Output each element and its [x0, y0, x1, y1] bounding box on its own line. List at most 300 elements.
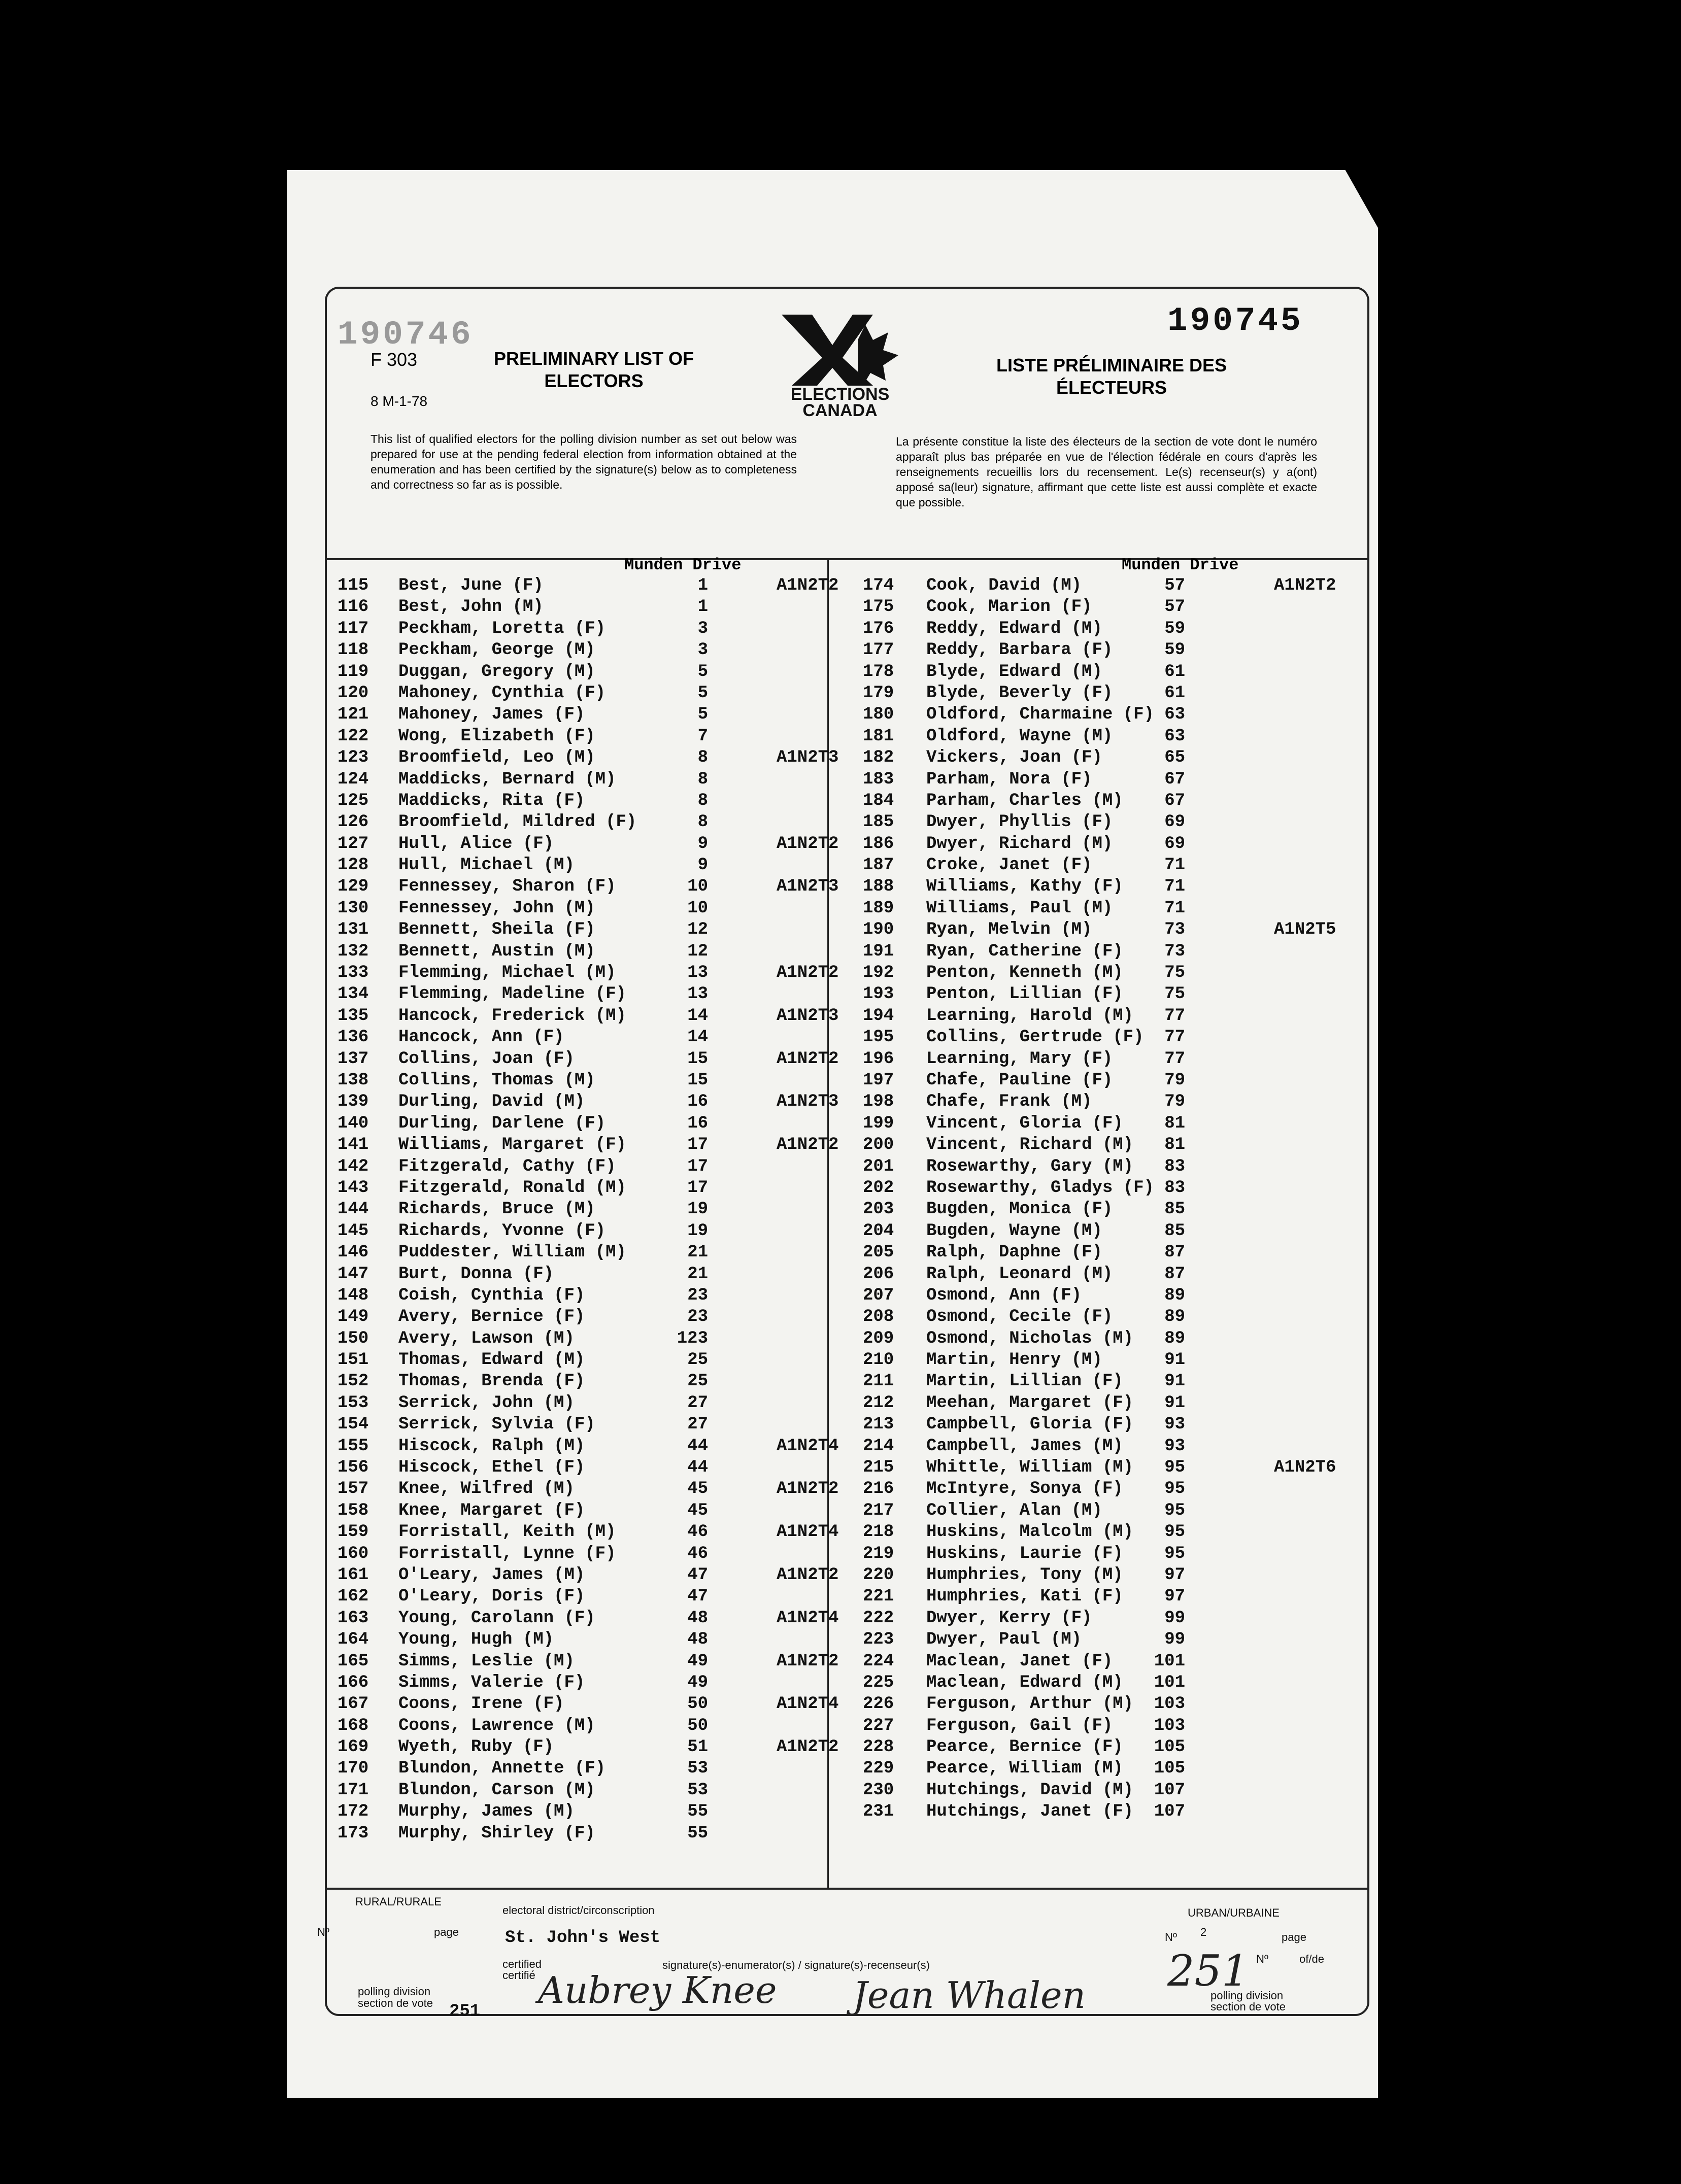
- elector-row: [863, 619, 1365, 640]
- elector-address: 79: [1164, 1092, 1185, 1112]
- elector-number: 121: [338, 705, 369, 725]
- elector-number: 166: [338, 1673, 369, 1692]
- elector-name: Maddicks, Bernard (M): [398, 769, 616, 789]
- elector-address: 14: [687, 1006, 708, 1026]
- elector-address: 49: [687, 1673, 708, 1692]
- urban-no-label: Nº: [1165, 1931, 1177, 1943]
- elector-row: [338, 770, 820, 791]
- elector-address: 99: [1164, 1608, 1185, 1628]
- elector-name: Hutchings, Janet (F): [926, 1802, 1134, 1822]
- elector-name: Blundon, Carson (M): [398, 1780, 595, 1800]
- elector-number: 210: [863, 1350, 894, 1370]
- elector-address: 46: [687, 1544, 708, 1563]
- elector-row: [338, 619, 820, 640]
- elector-name: Hiscock, Ralph (M): [398, 1436, 585, 1456]
- title-en-line-1: PRELIMINARY LIST OF: [493, 348, 694, 369]
- title-fr-line-1: LISTE PRÉLIMINAIRE DES: [996, 355, 1227, 376]
- elector-name: Broomfield, Mildred (F): [398, 812, 637, 832]
- elector-name: Cook, Marion (F): [926, 597, 1092, 617]
- elector-number: 178: [863, 662, 894, 681]
- elector-number: 180: [863, 705, 894, 725]
- elector-number: 122: [338, 726, 369, 746]
- elector-number: 229: [863, 1759, 894, 1779]
- elector-address: 101: [1154, 1673, 1185, 1692]
- elector-name: Hiscock, Ethel (F): [398, 1458, 585, 1478]
- elector-name: Osmond, Ann (F): [926, 1285, 1082, 1305]
- elector-address: 16: [687, 1113, 708, 1133]
- elector-name: Coons, Irene (F): [398, 1694, 564, 1714]
- elector-address: 17: [687, 1178, 708, 1198]
- elector-name: Duggan, Gregory (M): [398, 662, 595, 681]
- elector-number: 147: [338, 1264, 369, 1284]
- elector-number: 203: [863, 1200, 894, 1219]
- elector-address: 59: [1164, 619, 1185, 638]
- elector-number: 211: [863, 1372, 894, 1391]
- elector-row: [338, 877, 839, 898]
- elector-row: [338, 1049, 839, 1071]
- elector-row: [338, 1157, 820, 1178]
- elector-number: 217: [863, 1500, 894, 1520]
- elector-name: Reddy, Barbara (F): [926, 640, 1113, 660]
- elector-number: 171: [338, 1780, 369, 1800]
- elector-address: 89: [1164, 1307, 1185, 1327]
- elector-row: [863, 1265, 1365, 1286]
- elector-name: Croke, Janet (F): [926, 856, 1092, 875]
- elector-row: [863, 1221, 1365, 1243]
- elector-address: 69: [1164, 834, 1185, 854]
- elector-postal-code: A1N2T3: [777, 748, 839, 768]
- certified-label-2: certifié: [502, 1969, 535, 1982]
- elector-address: 87: [1164, 1243, 1185, 1262]
- elector-row: [863, 727, 1365, 748]
- elector-address: 13: [687, 984, 708, 1004]
- elector-row: [338, 1630, 820, 1651]
- elector-name: Fitzgerald, Ronald (M): [398, 1178, 626, 1198]
- elector-row: [338, 1759, 820, 1780]
- elector-row: [863, 576, 1365, 597]
- elector-number: 158: [338, 1500, 369, 1520]
- elector-row: [863, 1307, 1365, 1328]
- elector-name: Collins, Thomas (M): [398, 1070, 595, 1090]
- elector-row: [338, 662, 820, 684]
- polling-label-left-1: polling division: [358, 1985, 431, 1998]
- elector-row: [863, 1071, 1365, 1092]
- elector-postal-code: A1N2T2: [777, 963, 839, 983]
- elector-address: 55: [687, 1802, 708, 1822]
- elector-number: 125: [338, 791, 369, 810]
- elector-row: [863, 1479, 1365, 1500]
- elector-number: 143: [338, 1178, 369, 1198]
- polling-value-right-handwritten: 251: [1167, 1946, 1249, 1996]
- elector-number: 167: [338, 1694, 369, 1714]
- urban-no-label-2: Nº: [1256, 1953, 1268, 1965]
- elector-address: 5: [697, 683, 708, 703]
- elector-name: Broomfield, Leo (M): [398, 748, 595, 768]
- elector-row: [863, 1329, 1365, 1350]
- elector-address: 77: [1164, 1049, 1185, 1069]
- elector-row: [863, 1630, 1365, 1651]
- elector-number: 194: [863, 1006, 894, 1026]
- elector-address: 97: [1164, 1565, 1185, 1585]
- elector-row: [338, 1372, 820, 1393]
- elector-name: Hancock, Ann (F): [398, 1028, 564, 1047]
- elector-address: 67: [1164, 791, 1185, 810]
- elector-row: [863, 1049, 1365, 1071]
- elector-number: 133: [338, 963, 369, 983]
- elector-name: Wyeth, Ruby (F): [398, 1737, 554, 1757]
- elector-address: 27: [687, 1415, 708, 1435]
- elector-row: [863, 1565, 1365, 1587]
- elector-address: 61: [1164, 683, 1185, 703]
- elector-address: 1: [697, 576, 708, 595]
- elector-name: Learning, Mary (F): [926, 1049, 1113, 1069]
- district-label: electoral district/circonscription: [502, 1904, 655, 1917]
- elector-name: Knee, Margaret (F): [398, 1500, 585, 1520]
- elector-number: 183: [863, 769, 894, 789]
- elector-postal-code: A1N2T2: [777, 834, 839, 854]
- elector-row: [863, 1694, 1365, 1716]
- elector-address: 16: [687, 1092, 708, 1112]
- elector-address: 45: [687, 1500, 708, 1520]
- elector-row: [863, 1006, 1365, 1028]
- elector-name: Williams, Kathy (F): [926, 877, 1123, 897]
- elector-name: Bennett, Austin (M): [398, 941, 595, 961]
- elector-number: 126: [338, 812, 369, 832]
- elector-postal-code: A1N2T2: [777, 1135, 839, 1155]
- elector-address: 63: [1164, 726, 1185, 746]
- elector-row: [863, 1609, 1365, 1630]
- elector-number: 135: [338, 1006, 369, 1026]
- elector-address: 93: [1164, 1415, 1185, 1435]
- elector-number: 188: [863, 877, 894, 897]
- certified-label-1: certified: [502, 1958, 542, 1970]
- elector-name: Huskins, Laurie (F): [926, 1544, 1123, 1563]
- district-value: St. John's West: [505, 1928, 661, 1948]
- elector-name: Dwyer, Richard (M): [926, 834, 1113, 854]
- title-en-line-2: ELECTORS: [544, 370, 644, 391]
- elector-name: Blyde, Beverly (F): [926, 683, 1113, 703]
- elector-number: 139: [338, 1092, 369, 1112]
- elector-row: [863, 1759, 1365, 1780]
- elector-row: [338, 1028, 820, 1049]
- elector-number: 201: [863, 1156, 894, 1176]
- elector-number: 207: [863, 1285, 894, 1305]
- elector-address: 85: [1164, 1221, 1185, 1241]
- elector-address: 91: [1164, 1372, 1185, 1391]
- elector-address: 12: [687, 920, 708, 940]
- footer-divider: [325, 1888, 1367, 1890]
- right-street-heading: Munden Drive: [1122, 556, 1239, 574]
- elector-name: Ferguson, Gail (F): [926, 1716, 1113, 1735]
- elector-address: 87: [1164, 1264, 1185, 1284]
- elector-address: 95: [1164, 1479, 1185, 1499]
- elector-address: 75: [1164, 963, 1185, 983]
- elector-address: 123: [677, 1328, 708, 1348]
- elector-number: 173: [338, 1823, 369, 1843]
- elector-postal-code: A1N2T3: [777, 1092, 839, 1112]
- polling-label-right-2: section de vote: [1211, 2000, 1286, 2013]
- elector-row: [863, 1372, 1365, 1393]
- elector-number: 164: [338, 1630, 369, 1650]
- elector-number: 190: [863, 920, 894, 940]
- elector-address: 95: [1164, 1544, 1185, 1563]
- elector-row: [338, 1737, 839, 1759]
- elector-name: Dwyer, Kerry (F): [926, 1608, 1092, 1628]
- elector-number: 228: [863, 1737, 894, 1757]
- elector-row: [338, 1587, 820, 1608]
- elector-name: Young, Carolann (F): [398, 1608, 595, 1628]
- elector-row: [863, 1737, 1365, 1759]
- elector-address: 49: [687, 1651, 708, 1671]
- elector-name: Burt, Donna (F): [398, 1264, 554, 1284]
- logo-text-1: ELECTIONS: [790, 385, 890, 404]
- elector-row: [338, 856, 820, 877]
- elector-number: 141: [338, 1135, 369, 1155]
- elector-name: Dwyer, Phyllis (F): [926, 812, 1113, 832]
- elector-row: [863, 1437, 1365, 1458]
- elector-row: [338, 834, 839, 856]
- elector-number: 197: [863, 1070, 894, 1090]
- elector-number: 132: [338, 941, 369, 961]
- elector-number: 168: [338, 1716, 369, 1735]
- elector-address: 53: [687, 1759, 708, 1779]
- urban-of-label: of/de: [1299, 1953, 1324, 1965]
- elector-postal-code: A1N2T2: [777, 1479, 839, 1499]
- elector-name: Hull, Alice (F): [398, 834, 554, 854]
- elector-address: 19: [687, 1200, 708, 1219]
- elector-number: 151: [338, 1350, 369, 1370]
- elector-name: Best, June (F): [398, 576, 544, 595]
- elector-name: Bennett, Sheila (F): [398, 920, 595, 940]
- elector-number: 175: [863, 597, 894, 617]
- elector-row: [338, 1006, 839, 1028]
- elector-number: 157: [338, 1479, 369, 1499]
- elector-address: 103: [1154, 1716, 1185, 1735]
- elector-address: 77: [1164, 1028, 1185, 1047]
- elector-address: 77: [1164, 1006, 1185, 1026]
- elector-name: Martin, Lillian (F): [926, 1372, 1123, 1391]
- elector-name: Best, John (M): [398, 597, 544, 617]
- elector-number: 224: [863, 1651, 894, 1671]
- elector-address: 57: [1164, 576, 1185, 595]
- rural-label: RURAL/RURALE: [355, 1895, 442, 1908]
- elector-postal-code: A1N2T2: [777, 1049, 839, 1069]
- elector-address: 12: [687, 941, 708, 961]
- intro-french: La présente constitue la liste des électeurs de la section de vote dont le numéro apparaît plus bas préparée en vue de l'élection fédérale en cours d'après les renseignements recueillis lors du recensement. Le(s) recenseur(s) y a(ont) apposé sa(leur) signature, affirmant que cette liste est aussi complète et exacte que possible.: [896, 435, 1317, 509]
- elector-row: [338, 984, 820, 1006]
- elector-row: [863, 963, 1365, 984]
- elector-address: 5: [697, 662, 708, 681]
- left-street-heading: Munden Drive: [624, 556, 742, 574]
- elector-postal-code: A1N2T2: [777, 1565, 839, 1585]
- elector-name: Williams, Margaret (F): [398, 1135, 626, 1155]
- elector-name: Avery, Bernice (F): [398, 1307, 585, 1327]
- elector-address: 19: [687, 1221, 708, 1241]
- elector-number: 130: [338, 898, 369, 918]
- elector-name: Maclean, Janet (F): [926, 1651, 1113, 1671]
- elector-row: [863, 1544, 1365, 1565]
- elector-number: 138: [338, 1070, 369, 1090]
- elector-row: [338, 1393, 820, 1415]
- elector-address: 83: [1164, 1178, 1185, 1198]
- enumerator-signature-1: Aubrey Knee: [538, 1969, 777, 2011]
- elector-address: 44: [687, 1436, 708, 1456]
- elector-row: [338, 1265, 820, 1286]
- elector-number: 214: [863, 1436, 894, 1456]
- elector-number: 186: [863, 834, 894, 854]
- logo-text-2: CANADA: [802, 401, 878, 420]
- elector-number: 136: [338, 1028, 369, 1047]
- elector-row: [338, 1565, 839, 1587]
- elector-name: Serrick, John (M): [398, 1393, 575, 1413]
- elector-name: Durling, Darlene (F): [398, 1113, 606, 1133]
- elector-row: [338, 1329, 820, 1350]
- elector-name: Coons, Lawrence (M): [398, 1716, 595, 1735]
- elector-address: 107: [1154, 1802, 1185, 1822]
- elector-name: Cook, David (M): [926, 576, 1082, 595]
- elector-address: 8: [697, 812, 708, 832]
- elector-address: 73: [1164, 920, 1185, 940]
- elector-name: Hutchings, David (M): [926, 1780, 1134, 1800]
- serial-number-faded: 190746: [338, 316, 474, 354]
- elector-row: [338, 1458, 820, 1479]
- elector-name: Rosewarthy, Gladys (F): [926, 1178, 1154, 1198]
- elector-name: Learning, Harold (M): [926, 1006, 1134, 1026]
- elector-address: 21: [687, 1243, 708, 1262]
- elector-row: [338, 1350, 820, 1372]
- elector-postal-code: A1N2T3: [777, 877, 839, 897]
- elector-number: 137: [338, 1049, 369, 1069]
- elector-name: Thomas, Brenda (F): [398, 1372, 585, 1391]
- elector-number: 118: [338, 640, 369, 660]
- elector-name: Collins, Joan (F): [398, 1049, 575, 1069]
- elector-number: 226: [863, 1694, 894, 1714]
- elector-name: O'Leary, Doris (F): [398, 1587, 585, 1607]
- elector-number: 222: [863, 1608, 894, 1628]
- elector-address: 67: [1164, 769, 1185, 789]
- elector-name: Collins, Gertrude (F): [926, 1028, 1144, 1047]
- elector-row: [338, 1544, 820, 1565]
- elector-postal-code: A1N2T6: [1274, 1458, 1336, 1478]
- elector-name: Avery, Lawson (M): [398, 1328, 575, 1348]
- elector-row: [863, 684, 1365, 705]
- elector-address: 63: [1164, 705, 1185, 725]
- elector-row: [863, 1243, 1365, 1264]
- elector-row: [338, 812, 820, 834]
- elector-row: [863, 834, 1365, 856]
- elector-row: [338, 1071, 820, 1092]
- elector-name: Hull, Michael (M): [398, 856, 575, 875]
- elector-row: [863, 748, 1365, 769]
- elector-postal-code: A1N2T4: [777, 1608, 839, 1628]
- elector-name: Peckham, Loretta (F): [398, 619, 606, 638]
- elector-number: 221: [863, 1587, 894, 1607]
- elector-number: 131: [338, 920, 369, 940]
- elector-name: Ralph, Leonard (M): [926, 1264, 1113, 1284]
- elector-number: 116: [338, 597, 369, 617]
- elector-row: [338, 1501, 820, 1522]
- elector-row: [863, 1114, 1365, 1135]
- elector-row: [338, 1436, 839, 1458]
- elector-row: [863, 1286, 1365, 1307]
- elector-name: Chafe, Pauline (F): [926, 1070, 1113, 1090]
- elector-number: 230: [863, 1780, 894, 1800]
- elector-name: Bugden, Monica (F): [926, 1200, 1113, 1219]
- elector-name: Thomas, Edward (M): [398, 1350, 585, 1370]
- elector-number: 140: [338, 1113, 369, 1133]
- elector-number: 129: [338, 877, 369, 897]
- elector-row: [863, 1501, 1365, 1522]
- elector-row: [863, 1350, 1365, 1372]
- elector-address: 53: [687, 1780, 708, 1800]
- elector-name: Penton, Kenneth (M): [926, 963, 1123, 983]
- elector-address: 23: [687, 1285, 708, 1305]
- elector-number: 212: [863, 1393, 894, 1413]
- elector-number: 181: [863, 726, 894, 746]
- elector-row: [863, 812, 1365, 834]
- elector-name: Rosewarthy, Gary (M): [926, 1156, 1134, 1176]
- elector-number: 127: [338, 834, 369, 854]
- serial-number: 190745: [1167, 302, 1303, 340]
- elector-address: 25: [687, 1372, 708, 1391]
- elector-number: 174: [863, 576, 894, 595]
- elector-name: Ralph, Daphne (F): [926, 1243, 1102, 1262]
- elector-row: [338, 684, 820, 705]
- elector-row: [863, 856, 1365, 877]
- elector-number: 161: [338, 1565, 369, 1585]
- elector-address: 75: [1164, 984, 1185, 1004]
- elector-number: 200: [863, 1135, 894, 1155]
- elector-row: [338, 1286, 820, 1307]
- elector-number: 195: [863, 1028, 894, 1047]
- elector-address: 83: [1164, 1156, 1185, 1176]
- elector-address: 101: [1154, 1651, 1185, 1671]
- elector-name: Mahoney, James (F): [398, 705, 585, 725]
- elector-number: 128: [338, 856, 369, 875]
- rural-no-label: Nº: [317, 1926, 329, 1938]
- elector-name: Penton, Lillian (F): [926, 984, 1123, 1004]
- elector-address: 71: [1164, 877, 1185, 897]
- elector-name: Fitzgerald, Cathy (F): [398, 1156, 616, 1176]
- right-elector-list: [863, 576, 1365, 1824]
- elector-name: Whittle, William (M): [926, 1458, 1134, 1478]
- polling-value-left: 251: [449, 2002, 481, 2021]
- elector-row: [338, 1135, 839, 1156]
- elector-name: Simms, Valerie (F): [398, 1673, 585, 1692]
- elector-name: Ferguson, Arthur (M): [926, 1694, 1134, 1714]
- elector-number: 115: [338, 576, 369, 595]
- elector-address: 59: [1164, 640, 1185, 660]
- elector-number: 179: [863, 683, 894, 703]
- elector-row: [338, 1092, 839, 1113]
- elector-name: O'Leary, James (M): [398, 1565, 585, 1585]
- title-fr-line-2: ÉLECTEURS: [1056, 377, 1167, 398]
- elector-name: Durling, David (M): [398, 1092, 585, 1112]
- elector-number: 149: [338, 1307, 369, 1327]
- elector-address: 50: [687, 1694, 708, 1714]
- elector-postal-code: A1N2T2: [777, 1651, 839, 1671]
- elector-row: [338, 1307, 820, 1328]
- enumerator-signature-2: Jean Whalen: [853, 1974, 1086, 2017]
- elector-row: [338, 1694, 839, 1716]
- title-french: [980, 354, 1243, 399]
- elector-name: Meehan, Margaret (F): [926, 1393, 1134, 1413]
- elector-address: 48: [687, 1630, 708, 1650]
- elector-number: 176: [863, 619, 894, 638]
- elector-name: Vincent, Richard (M): [926, 1135, 1134, 1155]
- elector-address: 13: [687, 963, 708, 983]
- elector-number: 231: [863, 1802, 894, 1822]
